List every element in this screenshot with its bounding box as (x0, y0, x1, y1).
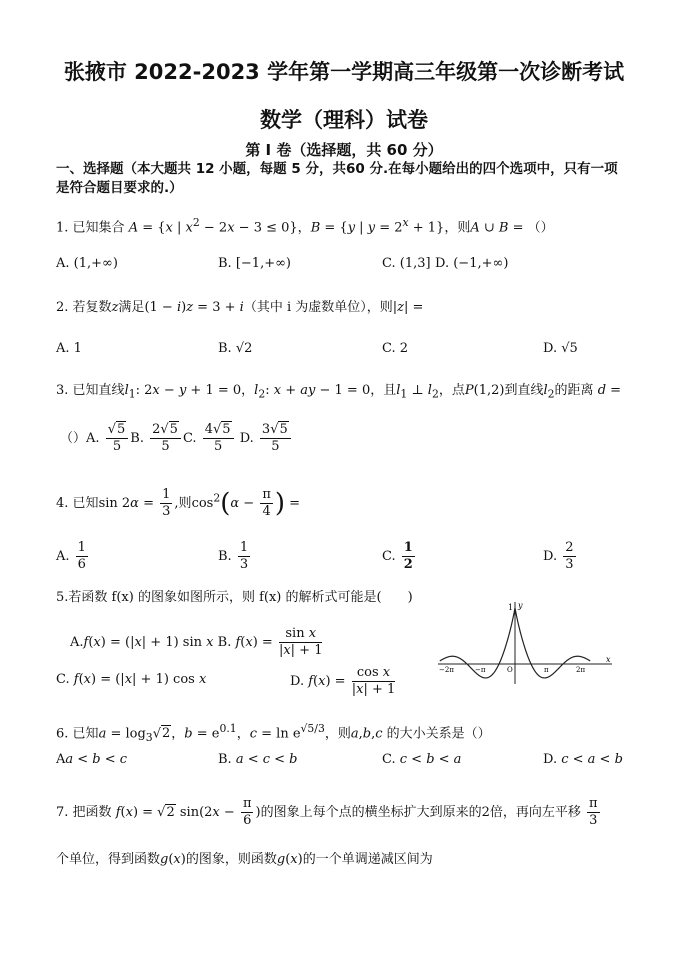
q1-option-b: B. [−1,+∞) (218, 256, 291, 271)
question-6: 6. 已知$a = \log_3√2$，$b = e^{0.1}$，$c = \ln e^{√5/3}$，则a,b,c 的大小关系是（） (56, 722, 491, 744)
question-7-line2: 个单位，得到函数g(x)的图象，则函数g(x)的一个单调递减区间为 (56, 852, 433, 867)
q1-option-d: D. (−1,+∞) (435, 256, 509, 271)
q2-option-a: A. 1 (56, 341, 82, 356)
q6-option-c: C. c < b < a (382, 752, 462, 767)
question-7: 7. 把函数 f(x) = √2 sin(2x − $\frac{\pi}{6}$ )的图象上每个点的横坐标扩大到原来的2倍，再向左平移 $\frac{\pi}{3}$ (56, 796, 598, 828)
q5-options-ab: A.f(x) = (|x| + 1) sin x B. f(x) = $\frac{\text{sin x}}{|x| + 1}$ (70, 626, 323, 658)
q3-options: （）A. $\frac{√5}{5}$ B. $\frac{2√5}{5}$ C. $\frac{4√5}{5}$ D. $\frac{3√5}{5}$ (60, 422, 293, 455)
q4-option-b: B. $\frac{1}{3}$ (218, 540, 249, 572)
q2-option-b: B. √2 (218, 341, 253, 356)
q6-option-b: B. a < c < b (218, 752, 298, 767)
y-axis-label: y (518, 601, 523, 610)
q5-option-d: D. f(x) = $\frac{\text{cos x}}{|x| + 1}$ (290, 665, 396, 697)
q2-option-d: D. √5 (543, 341, 578, 356)
tick-label-2pi: 2π (576, 666, 586, 674)
q6-option-d: D. c < a < b (543, 752, 623, 767)
q6-option-a: Aa < b < c (56, 752, 128, 767)
part-heading: 第 I 卷（选择题，共 60 分） (245, 141, 443, 159)
question-4: 4. 已知sin 2α = $\frac{1}{3}$ ,则$\cos^2(\alpha$ − $\frac{\pi}{4}$ ) = (56, 487, 301, 519)
q1-option-c: C. (1,3] (382, 256, 431, 271)
origin-label: O (507, 666, 513, 674)
q2-option-c: C. 2 (382, 341, 409, 356)
tick-label-neg-pi: −π (475, 666, 486, 674)
q4-option-c: C. $\frac{1}{2}$ (382, 540, 413, 572)
question-5: 5.若函数 f(x) 的图象如图所示，则 f(x) 的解析式可能是( ) (56, 590, 413, 605)
exam-subtitle: 数学（理科）试卷 (260, 108, 428, 132)
function-graph (436, 598, 616, 688)
q4-option-a: A. $\frac{1}{6}$ (56, 540, 86, 572)
q1-option-a: A. (1,+∞) (56, 256, 118, 271)
tick-label-neg-2pi: −2π (439, 666, 454, 674)
question-2: 2. 若复数z满足(1 − i)z = 3 + i（其中 i 为虚数单位），则|z| = (56, 300, 424, 315)
section-instructions: 一、选择题（本大题共 12 小题，每题 5 分，共60 分.在每小题给出的四个选项中，只有一项 是符合题目要求的.） (56, 161, 618, 196)
question-1: 1. 已知集合 A = {x | $x^2 - 2x - 3 \le 0$}，B = {y | $y = 2^x + 1$}，则A ∪ B = （） (56, 216, 554, 236)
tick-label-pi: π (544, 666, 549, 674)
x-axis-label: x (606, 655, 611, 664)
exam-title: 张掖市 2022-2023 学年第一学期高三年级第一次诊断考试 (63, 60, 625, 84)
question-3: 3. 已知直线$l_1$: 2x − y + 1 = 0，$l_2$: x + ay − 1 = 0，且$l_1$ ⊥ $l_2$，点P(1,2)到直线$l_2$的距离 d = (56, 383, 622, 401)
q5-option-c: C. f(x) = (|x| + 1) cos x (56, 672, 207, 687)
q4-option-d: D. $\frac{2}{3}$ (543, 540, 574, 572)
peak-label: 1 (508, 603, 514, 612)
